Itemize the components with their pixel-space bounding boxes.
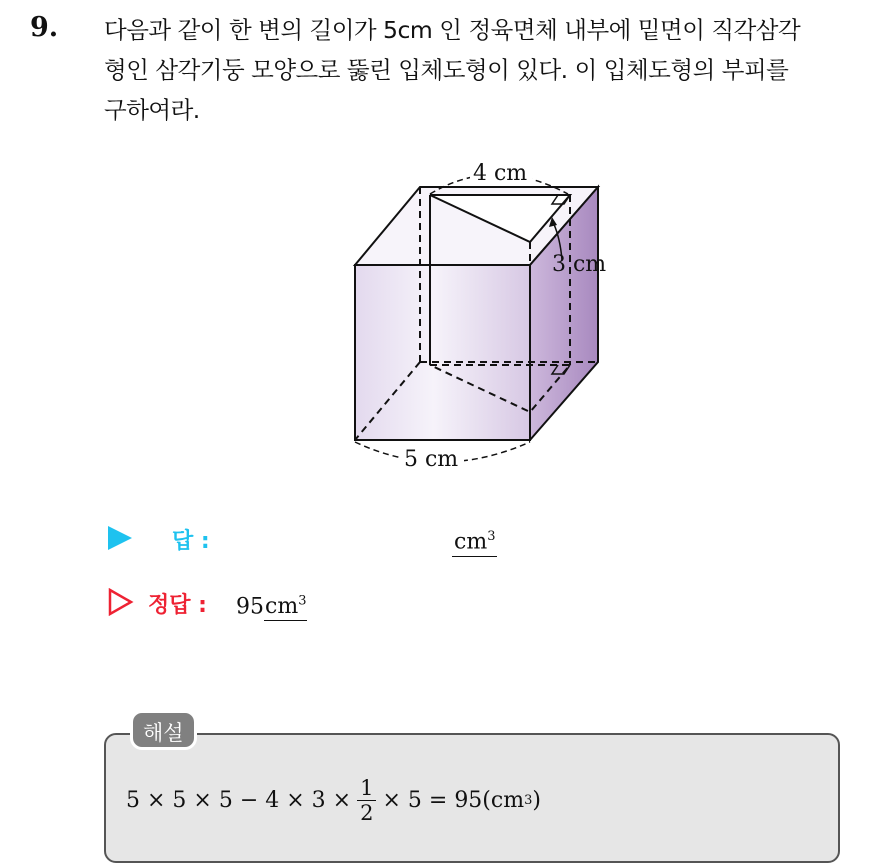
label-3cm: 3 cm	[552, 252, 607, 277]
cube-figure	[330, 150, 650, 480]
question-line-1: 다음과 같이 한 변의 길이가 5cm 인 정육면체 내부에 밑면이 직각삼각	[104, 16, 801, 44]
fraction	[357, 776, 376, 825]
correct-unit	[264, 594, 307, 621]
correct-unit-exp: 3	[298, 594, 307, 609]
expr-close: )	[532, 787, 541, 813]
question-number: 9.	[30, 12, 59, 43]
answer-row	[108, 522, 628, 562]
expr-left: 5 × 5 × 5 − 4 × 3 ×	[126, 787, 352, 813]
answer-label: 답 :	[172, 529, 210, 554]
correct-unit-base: cm	[265, 594, 299, 620]
label-5cm: 5 cm	[404, 447, 459, 472]
answer-unit-exp: 3	[487, 529, 496, 544]
question-text	[104, 10, 874, 130]
correct-answer	[236, 588, 307, 621]
correct-label: 정답 :	[148, 593, 207, 618]
question-line-2: 형인 삼각기둥 모양으로 뚫린 입체도형이 있다. 이 입체도형의 부피를	[104, 56, 789, 84]
question-line-3: 구하여라.	[104, 96, 200, 124]
correct-value: 95	[236, 594, 264, 620]
answer-unit-base: cm	[454, 529, 488, 555]
solution-expression	[126, 770, 541, 830]
fraction-numerator: 1	[357, 776, 376, 801]
solution-tag: 해설	[130, 710, 197, 750]
expr-exponent: 3	[524, 792, 533, 808]
answer-unit[interactable]	[452, 524, 497, 557]
fraction-denominator: 2	[360, 800, 374, 825]
correct-row	[108, 588, 628, 628]
expr-right: × 5 = 95(cm	[382, 787, 525, 813]
answer-triangle-icon	[108, 526, 132, 550]
correct-triangle-icon	[108, 588, 134, 616]
cube-front-face	[355, 265, 530, 440]
label-4cm: 4 cm	[473, 161, 528, 186]
